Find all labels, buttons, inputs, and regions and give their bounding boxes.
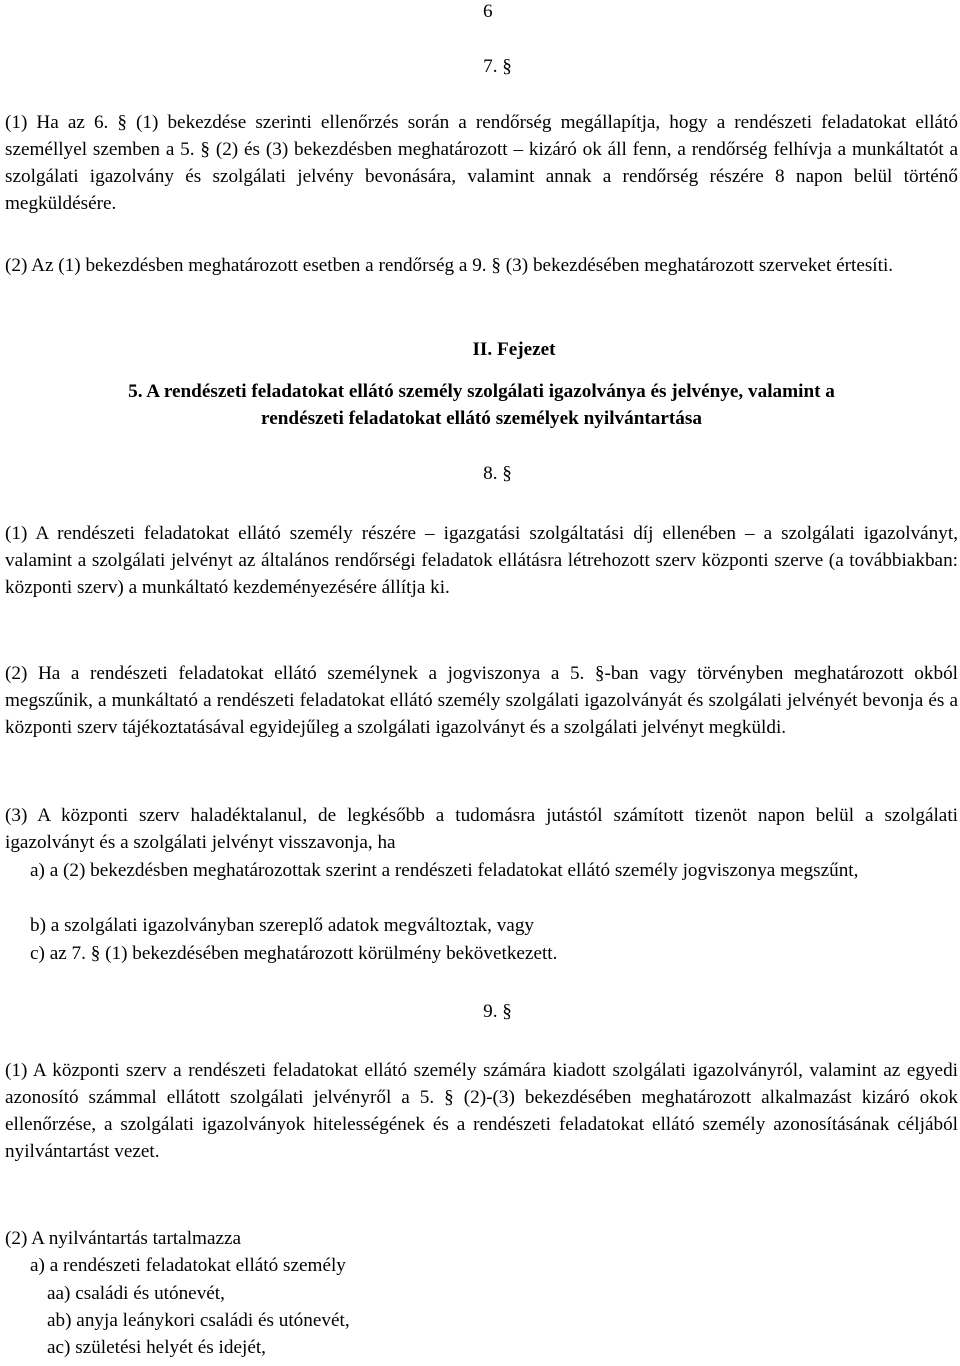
section-9-item-ab: ab) anyja leánykori családi és utónevét, [47,1310,350,1331]
section-8-item-c: c) az 7. § (1) bekezdésében meghatározott körülmény bekövetkezett. [30,943,558,964]
section-9-paragraph-1: (1) A központi szerv a rendészeti feladatokat ellátó személy számára kiadott szolgálati igazolványról, valamint az egyedi azonosító számmal ellátott szolgálati jelvényről a 5. § (2)-(3) bekezdésében meghatározott alkalmazást kizáró okok ellenőrzése, a szolgálati igazolványok hitelességének és a rendészeti feladatokat ellátó személy azonosításának céljából nyilvántartást vezet. [5,1060,958,1162]
section-9-item-ac: ac) születési helyét és idejét, [47,1337,266,1358]
chapter-title-line-2: rendészeti feladatokat ellátó személyek nyilvántartása [261,408,702,429]
chapter-label: II. Fejezet [472,339,556,360]
section-8-heading: 8. § [483,463,512,484]
section-8-paragraph-3: (3) A központi szerv haladéktalanul, de legkésőbb a tudomásra jutástól számított tizenöt napon belül a szolgálati igazolványt és a szolgálati jelvényt visszavonja, ha [5,805,958,853]
section-9-item-a: a) a rendészeti feladatokat ellátó személy [30,1255,346,1276]
chapter-title-line-1: 5. A rendészeti feladatokat ellátó személy szolgálati igazolványa és jelvénye, valamint a [128,381,835,402]
section-8-item-a: a) a (2) bekezdésben meghatározottak szerint a rendészeti feladatokat ellátó személy jogviszonya megszűnt, [30,860,859,881]
section-9-heading: 9. § [483,1001,512,1022]
section-8-item-b: b) a szolgálati igazolványban szereplő adatok megváltoztak, vagy [30,915,535,936]
section-8-paragraph-1: (1) A rendészeti feladatokat ellátó személy részére – igazgatási szolgáltatási díj ellenében – a szolgálati igazolványt, valamint a szolgálati jelvényt az általános rendőrségi feladatok ellátásra létrehozott szerv központi szerve (a továbbiakban: központi szerv) a munkáltató kezdeményezésére állítja ki. [5,523,958,598]
section-9-paragraph-2: (2) A nyilvántartás tartalmazza [5,1228,242,1249]
section-7-heading: 7. § [483,56,512,77]
page-number: 6 [483,1,493,22]
section-9-item-aa: aa) családi és utónevét, [47,1283,225,1304]
section-8-paragraph-2: (2) Ha a rendészeti feladatokat ellátó személynek a jogviszonya a 5. §-ban vagy törvényben meghatározott okból megszűnik, a munkáltató a rendészeti feladatokat ellátó személy szolgálati igazolványát és szolgálati jelvényét bevonja és a központi szerv tájékoztatásával egyidejűleg a szolgálati igazolványt és a szolgálati jelvényt megküldi. [5,663,958,738]
section-7-paragraph-1: (1) Ha az 6. § (1) bekezdése szerinti ellenőrzés során a rendőrség megállapítja, hogy a rendészeti feladatokat ellátó személlyel szemben a 5. § (2) és (3) bekezdésben meghatározott – kizáró ok áll fenn, a rendőrség felhívja a munkáltatót a szolgálati igazolvány és szolgálati jelvény bevonására, valamint annak a rendőrség részére 8 napon belül történő megküldésére. [5,112,958,214]
section-7-paragraph-2: (2) Az (1) bekezdésben meghatározott esetben a rendőrség a 9. § (3) bekezdésében meghatározott szerveket értesíti. [5,255,894,276]
